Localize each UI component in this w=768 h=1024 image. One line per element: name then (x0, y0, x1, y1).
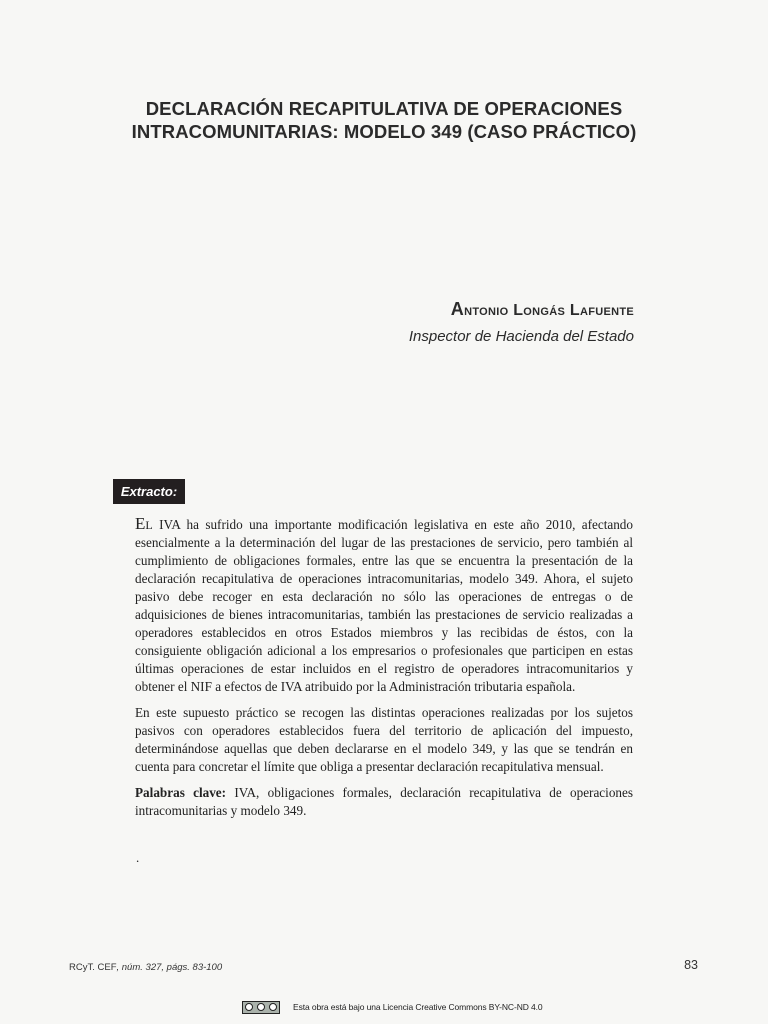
author-name: Antonio Longás Lafuente (450, 299, 634, 319)
creative-commons-by-nc-nd-icon[interactable] (242, 1001, 280, 1014)
title-line-2: INTRACOMUNITARIAS: MODELO 349 (CASO PRÁCTICO) (131, 121, 637, 142)
keywords (135, 784, 633, 820)
abstract-paragraph-2: En este supuesto práctico se recogen las distintas operaciones realizadas por los sujetos pasivos con operadores establecidos fuera del territorio de aplicación del impuesto, determinándose aquellas que deben declararse en el modelo 349, y las que se tendrán en cuenta para concretar el límite que obliga a presentar declaración recapitulativa mensual. (135, 705, 633, 774)
abstract-body (135, 515, 633, 828)
journal-name: RCyT. CEF (69, 962, 117, 973)
abstract-paragraph-1-text: IVA ha sufrido una importante modificación legislativa en este año 2010, afectando esencialmente a la determinación del lugar de las prestaciones de servicio, pero también al cumplimiento de obligaciones formales, entre las que se encuentra la presentación de la declaración recapitulativa de operaciones intracomunitarias, modelo 349. Ahora, el sujeto pasivo debe recoger en esta declaración no sólo las operaciones de entregas o de adquisiciones de bienes intracomunitarias, también las prestaciones de servicio realizadas a operadores establecidos en otros Estados miembros y las recibidas de éstos, con la consiguiente obligación adicional a los empresarios o profesionales que participen en estas últimas operaciones de estar incluidos en el registro de operadores intracomunitarios y obtener el NIF a efectos de IVA atribuido por la Administración tributaria española. (135, 517, 633, 694)
article-title (60, 97, 708, 143)
title-line-1: DECLARACIÓN RECAPITULATIVA DE OPERACIONES (145, 98, 623, 119)
dropcap: El (135, 514, 153, 533)
journal-reference (69, 962, 222, 973)
author-block (409, 298, 634, 347)
extract-label: Extracto: (113, 479, 185, 504)
journal-issue: , núm. 327, págs. 83-100 (116, 962, 223, 973)
license-notice (242, 1000, 543, 1014)
keywords-text: IVA, obligaciones formales, declaración recapitulativa de operaciones intracomunitarias y modelo 349. (135, 785, 633, 818)
author-role: Inspector de Hacienda del Estado (408, 328, 634, 345)
trailing-dot: . (136, 850, 140, 865)
abstract-paragraph-1 (135, 515, 633, 696)
keywords-label: Palabras clave: (135, 785, 227, 800)
page-number: 83 (684, 958, 698, 972)
license-text: Esta obra está bajo una Licencia Creative Commons BY-NC-ND 4.0 (293, 1002, 543, 1012)
